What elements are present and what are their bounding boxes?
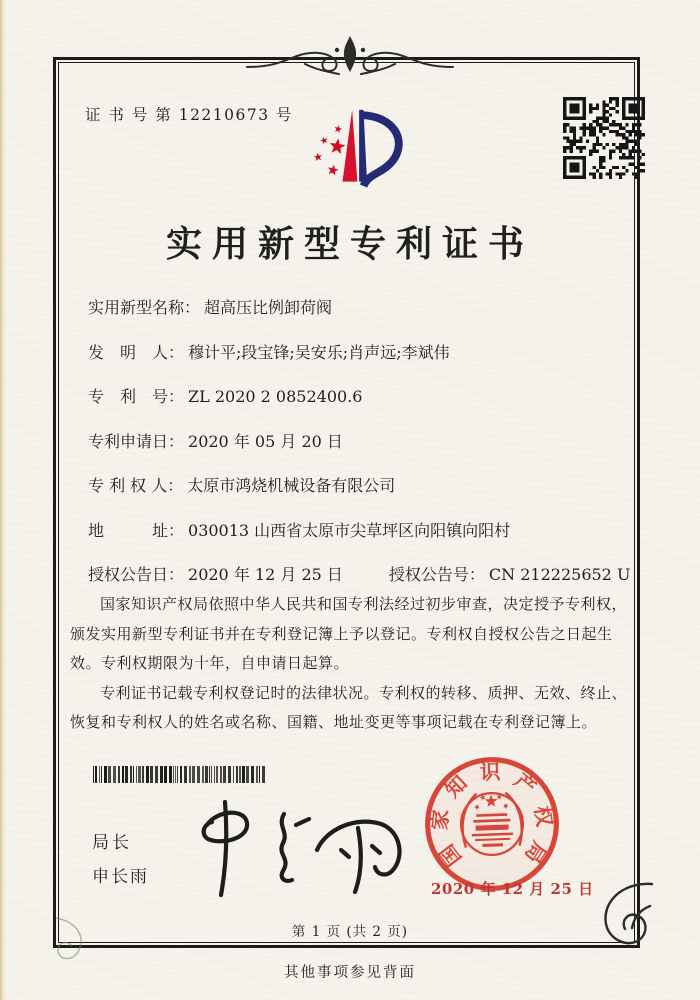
- field-row-grant-date: [88, 564, 638, 586]
- field-row-name: [88, 297, 638, 319]
- qr-code-icon: [563, 97, 645, 179]
- field-value: 超高压比例卸荷阀: [204, 298, 333, 317]
- director-title: 局长: [92, 833, 132, 853]
- official-red-seal-icon: [420, 752, 565, 897]
- field-label: 专利申请日：: [88, 431, 185, 451]
- svg-text:权: 权: [529, 804, 557, 829]
- field-label: 专 利 权 人：: [88, 476, 184, 495]
- certificate-number: 证 书 号 第 12210673 号: [85, 106, 294, 124]
- svg-text:局: 局: [519, 837, 552, 868]
- grant-number-value: CN 212225652 U: [488, 565, 631, 584]
- see-back-note: 其他事项参见背面: [284, 965, 416, 981]
- page-number-note: 第 1 页 (共 2 页): [291, 924, 409, 940]
- field-row-inventors: [88, 342, 638, 364]
- field-row-filing-date: [88, 431, 638, 453]
- border-flourish-top-icon: [245, 30, 455, 78]
- certificate-title: 实用新型专利证书: [165, 223, 534, 265]
- spacer: [343, 564, 389, 586]
- legal-paragraph-1: 国家知识产权局依照中华人民共和国专利法经过初步审查，决定授予专利权，颁发实用新型专利证书并在专利登记簿上予以登记。专利权自授权公告之日起生效。专利权期限为十年，自申请日起算。: [70, 595, 628, 672]
- field-row-patent-number: [88, 386, 638, 408]
- field-row-patentee: [88, 475, 638, 497]
- scan-edge-artifact: [0, 0, 7, 1000]
- director-name: 申长雨: [92, 867, 149, 887]
- seal-date: 2020 年 12 月 25 日: [431, 880, 594, 898]
- svg-text:知: 知: [440, 770, 472, 803]
- field-row-address: [88, 520, 638, 542]
- field-value: ZL 2020 2 0852400.6: [188, 387, 363, 406]
- field-label: 授权公告日：: [88, 565, 185, 584]
- grant-number-label: 授权公告号：: [388, 565, 485, 584]
- field-value: 2020 年 12 月 25 日: [188, 565, 343, 584]
- field-list: [88, 297, 638, 609]
- legal-paragraph-2: 专利证书记载专利权登记时的法律状况。专利权的转移、质押、无效、终止、恢复和专利权人的姓名或名称、国籍、地址变更等事项记载在专利登记簿上。: [70, 683, 628, 731]
- field-value: 030013 山西省太原市尖草坪区向阳镇向阳村: [188, 520, 511, 540]
- legal-text-block: [70, 590, 632, 738]
- field-label: 实用新型名称：: [88, 298, 201, 317]
- field-value: 穆计平;段宝锋;吴安乐;肖声远;李斌伟: [188, 342, 450, 362]
- svg-text:国: 国: [434, 839, 467, 871]
- field-label: 地 址：: [88, 520, 185, 540]
- director-signature-icon: [195, 798, 413, 900]
- field-value: 2020 年 05 月 20 日: [188, 431, 343, 451]
- barcode-icon: [92, 766, 268, 783]
- border-flourish-bottom-right-icon: [592, 880, 658, 952]
- svg-text:识: 识: [479, 759, 501, 785]
- field-value: 太原市鸿烧机械设备有限公司: [187, 476, 396, 495]
- svg-text:产: 产: [509, 768, 541, 800]
- director-block: [92, 828, 149, 887]
- field-label: 发 明 人：: [88, 342, 185, 362]
- field-label: 专 利 号：: [88, 387, 185, 406]
- cnipa-logo-icon: [283, 96, 423, 206]
- svg-text:家: 家: [427, 808, 453, 832]
